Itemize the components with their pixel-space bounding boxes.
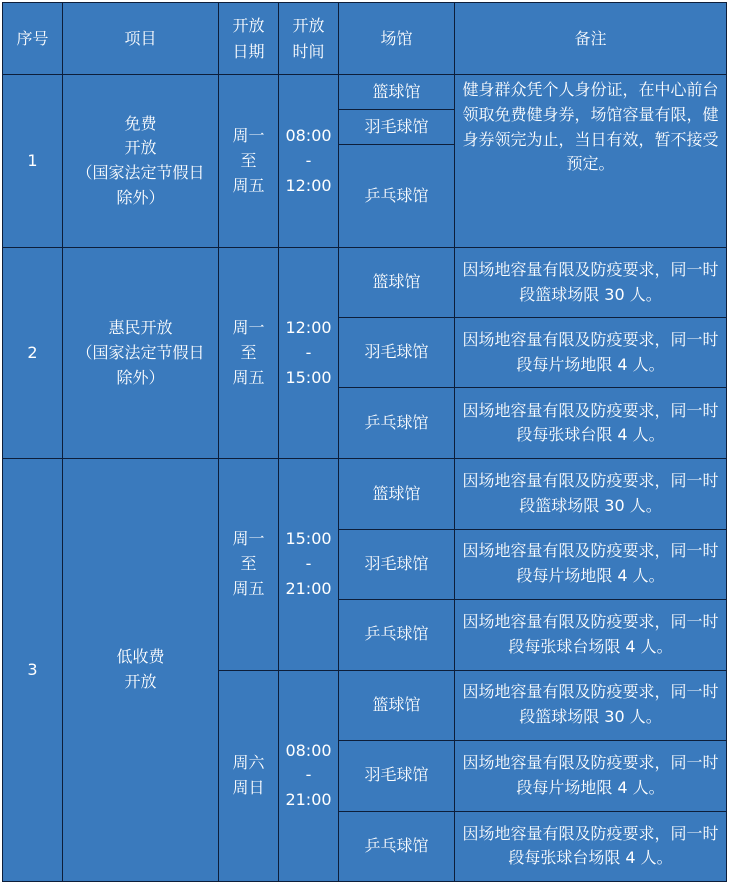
header-index: 序号 <box>3 3 63 75</box>
row2-time <box>279 248 339 459</box>
row3-weekend-days-sun: 周日 <box>232 777 265 797</box>
venue-badminton: 羽毛球馆 <box>339 740 455 811</box>
venue-badminton: 羽毛球馆 <box>339 318 455 388</box>
row1-days-start: 周一 <box>232 125 265 145</box>
venue-pingpong: 乒乓球馆 <box>339 599 455 670</box>
row2-time-dash: - <box>305 342 312 362</box>
row3-weekday-time-dash: - <box>305 554 312 574</box>
row2-project-line2: （国家法定节假日 <box>76 342 205 362</box>
row2-days-to: 至 <box>240 342 257 362</box>
row2-note-badminton: 因场地容量有限及防疫要求，同一时段每片场地限 4 人。 <box>455 318 727 388</box>
header-open-date <box>219 3 279 75</box>
row2-time-end: 15:00 <box>285 367 332 387</box>
row3-weekday-days-end: 周五 <box>232 579 265 598</box>
row1-note: 健身群众凭个人身份证，在中心前台领取免费健身券，场馆容量有限，健身券领完为止，当日有效，暂不接受预定。 <box>455 75 727 248</box>
row2-note-basketball: 因场地容量有限及防疫要求，同一时段篮球场限 30 人。 <box>455 248 727 318</box>
row1-project <box>63 75 219 248</box>
row1-days-end: 周五 <box>232 175 265 195</box>
header-open-date-line1: 开放 <box>232 15 265 35</box>
table-row <box>3 248 727 318</box>
row3-project-line2: 开放 <box>124 672 157 692</box>
header-venue: 场馆 <box>339 3 455 75</box>
row3-weekend-time-start: 08:00 <box>285 740 332 760</box>
table-row <box>3 459 727 529</box>
row3-weekday-days-to: 至 <box>240 554 257 574</box>
table-row <box>3 75 727 110</box>
row2-days-start: 周一 <box>232 318 265 338</box>
venue-basketball: 篮球馆 <box>339 670 455 740</box>
header-open-time <box>279 3 339 75</box>
row3-weekend-days <box>219 670 279 881</box>
row2-project <box>63 248 219 459</box>
header-open-date-line2: 日期 <box>232 41 265 61</box>
venue-badminton: 羽毛球馆 <box>339 529 455 599</box>
venue-basketball: 篮球馆 <box>339 459 455 529</box>
row3-weekday-days <box>219 459 279 670</box>
row2-project-line3: 除外） <box>116 367 165 387</box>
row2-days <box>219 248 279 459</box>
row1-time-dash: - <box>305 150 312 170</box>
header-project: 项目 <box>63 3 219 75</box>
row1-time <box>279 75 339 248</box>
row1-days-to: 至 <box>240 150 257 170</box>
row3-weekend-days-sat: 周六 <box>232 753 265 773</box>
row3-weekend-note-badminton: 因场地容量有限及防疫要求，同一时段每片场地限 4 人。 <box>455 740 727 811</box>
row3-weekday-time-end: 21:00 <box>285 579 332 598</box>
schedule-table <box>2 2 727 882</box>
row2-days-end: 周五 <box>232 367 265 387</box>
row3-project-line1: 低收费 <box>116 647 165 667</box>
row3-index: 3 <box>3 459 63 882</box>
venue-pingpong: 乒乓球馆 <box>339 811 455 881</box>
row2-index: 2 <box>3 248 63 459</box>
row1-time-start: 08:00 <box>285 125 332 145</box>
row3-weekday-time-start: 15:00 <box>285 529 332 549</box>
header-row <box>3 3 727 75</box>
venue-basketball: 篮球馆 <box>339 248 455 318</box>
row2-time-start: 12:00 <box>285 318 332 338</box>
row3-weekday-time <box>279 459 339 670</box>
row3-weekday-note-pingpong: 因场地容量有限及防疫要求，同一时段每张球台场限 4 人。 <box>455 599 727 670</box>
venue-pingpong: 乒乓球馆 <box>339 388 455 459</box>
venue-pingpong: 乒乓球馆 <box>339 145 455 248</box>
venue-badminton: 羽毛球馆 <box>339 110 455 145</box>
row3-weekend-time-end: 21:00 <box>285 790 332 810</box>
header-open-time-line2: 时间 <box>292 41 325 61</box>
row1-days <box>219 75 279 248</box>
venue-basketball: 篮球馆 <box>339 75 455 110</box>
row1-project-line4: 除外） <box>116 187 165 207</box>
row1-project-line2: 开放 <box>124 138 157 158</box>
row3-weekend-note-pingpong: 因场地容量有限及防疫要求，同一时段每张球台场限 4 人。 <box>455 811 727 881</box>
row1-index: 1 <box>3 75 63 248</box>
row2-note-pingpong: 因场地容量有限及防疫要求，同一时段每张球台限 4 人。 <box>455 388 727 459</box>
row1-time-end: 12:00 <box>285 175 332 195</box>
row3-weekday-note-basketball: 因场地容量有限及防疫要求，同一时段篮球场限 30 人。 <box>455 459 727 529</box>
row2-project-line1: 惠民开放 <box>108 318 173 338</box>
row3-project <box>63 459 219 882</box>
row3-weekend-note-basketball: 因场地容量有限及防疫要求，同一时段篮球场限 30 人。 <box>455 670 727 740</box>
header-note: 备注 <box>455 3 727 75</box>
row3-weekend-time <box>279 670 339 881</box>
row3-weekday-days-start: 周一 <box>232 529 265 549</box>
row3-weekend-time-dash: - <box>305 765 312 785</box>
row1-project-line1: 免费 <box>124 113 157 133</box>
header-open-time-line1: 开放 <box>292 15 325 35</box>
row1-project-line3: （国家法定节假日 <box>76 163 205 183</box>
row3-weekday-note-badminton: 因场地容量有限及防疫要求，同一时段每片场地限 4 人。 <box>455 529 727 599</box>
